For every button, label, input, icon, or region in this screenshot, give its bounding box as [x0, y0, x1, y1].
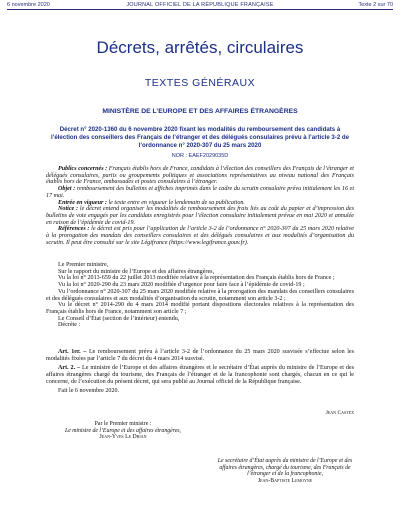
notice-publics-label: Publics concernés :: [58, 166, 108, 172]
notice-references-text: le décret est pris pour l’application de l’article 3-2 de l’ordonnance n° 2020-307 du 25 mars 2020 relative à la prorogation des mandats des conseillers consulaires et des délégués consulaires et aux modalités d’organisation du scrutin. Il peut être consulté sur le site Légifrance (https://www.legifrance.gouv.fr).: [46, 226, 354, 246]
ministry-heading: MINISTÈRE DE L’EUROPE ET DES AFFAIRES ÉTRANGÈRES: [102, 108, 298, 115]
notice-notice: [46, 206, 354, 226]
header-rule: [7, 9, 393, 10]
article-1-label: Art. 1er. –: [58, 349, 87, 355]
secretary-name: Jean-Baptiste Lemoyne: [257, 477, 313, 484]
notice-entree-label: Entrée en vigueur :: [58, 199, 107, 206]
header-journal-title: JOURNAL OFFICIEL DE LA RÉPUBLIQUE FRANÇAISE: [126, 2, 274, 8]
notice-notice-text: le décret entend organiser les modalités de remboursement des frais liés au coût du papier et d’impression des bulletins de vote engagés par les candidats enregistrés pour l’élection consulaire initialement prévue en mai 2020 et annulée en raison de l’épidémie de covid-19.: [46, 206, 354, 226]
minister-title: Le ministre de l’Europe et des affaires étrangères,: [64, 427, 182, 434]
article-2: [46, 365, 354, 385]
decrete-line: Décrète :: [58, 322, 81, 329]
articles-block: [46, 349, 354, 394]
notice-objet-label: Objet :: [58, 186, 76, 193]
nor-reference: NOR : EAEF2029035D: [171, 153, 229, 159]
header-page-number: Texte 2 sur 70: [358, 2, 393, 8]
page-header: [0, 0, 400, 11]
subsection-title: TEXTES GÉNÉRAUX: [144, 77, 256, 89]
fait-line: Fait le 6 novembre 2020.: [58, 387, 120, 394]
minister-signature-block: [58, 421, 188, 441]
notice-entree-text: le texte entre en vigueur le lendemain de sa publication.: [108, 199, 245, 206]
visa-line: Vu la loi n° 2013-659 du 22 juillet 2013 modifiée relative à la représentation des Français établis hors de France ;: [58, 275, 335, 282]
article-2-label: Art. 2. –: [58, 365, 81, 372]
notice-objet-text: remboursement des bulletins et affiches imprimés dans le cadre du scrutin consulaire prévu initialement les 16 et 17 mai.: [46, 186, 355, 199]
header-date: 6 novembre 2020: [7, 2, 50, 8]
minister-name: Jean-Yves Le Drian: [99, 434, 147, 441]
article-1: [46, 349, 354, 362]
notice-references-label: Références :: [58, 226, 90, 233]
secretary-signature-block: [210, 458, 360, 484]
notice-block: [46, 166, 354, 246]
visa-line: Sur le rapport du ministre de l’Europe et des affaires étrangères,: [58, 268, 215, 275]
visas-block: [46, 262, 354, 329]
visa-line: Vu le décret n° 2014-290 du 4 mars 2014 modifié portant dispositions électorales relatives à la représentation des Français établis hors de France, notamment son article 7 ;: [46, 302, 354, 315]
section-title: Décrets, arrêtés, circulaires: [96, 38, 304, 57]
decree-title: Décret n° 2020-1360 du 6 novembre 2020 fixant les modalités du remboursement des candidats à l’élection des conseillers des Français de l’étranger et des délégués consulaires prévu à l’article 3-2 de l’ordonnance n° 2020-307 du 25 mars 2020: [50, 126, 350, 149]
visa-line: Le Premier ministre,: [58, 262, 109, 268]
visa-line: Vu la loi n° 2020-290 du 23 mars 2020 modifiée d’urgence pour faire face à l’épidémie de covid-19 ;: [58, 282, 305, 289]
visa-line: Le Conseil d’État (section de l’intérieur) entendu,: [58, 315, 180, 322]
notice-objet: [46, 186, 354, 199]
par-le-pm: Par le Premier ministre :: [94, 421, 152, 427]
notice-publics-text: Français établis hors de France, candidats à l’élection des conseillers des Français de l’étranger et délégués consulaires, partis ou groupements politiques et associations représentatives au niveau national des Français établis hors de France, ambassades et postes consulaires à l’étranger.: [46, 166, 354, 186]
article-2-text: Le ministre de l’Europe et des affaires étrangères et le secrétaire d’État auprès du ministre de l’Europe et des affaires étrangères chargé du tourisme, des Français de l’étranger et de la francophonie sont chargés, chacun en ce qui le concerne, de l’exécution du présent décret, qui sera publié au Journal officiel de la République française.: [46, 365, 354, 385]
notice-publics: [46, 166, 354, 186]
pm-signature: Jean Castex: [325, 410, 354, 416]
secretary-title: Le secrétaire d’État auprès du ministre de l’Europe et des affaires étrangères, chargé du tourisme, des Français de l’étranger et de la francophonie,: [217, 458, 353, 478]
article-1-text: Le remboursement prévu à l’article 3-2 de l’ordonnance du 25 mars 2020 susvisée s’effectue selon les modalités fixées par l’article 7 du décret du 4 mars 2014 susvisé.: [46, 349, 354, 362]
notice-notice-label: Notice :: [58, 206, 79, 213]
notice-references: [46, 226, 354, 246]
visa-line: Vu l’ordonnance n° 2020-307 du 25 mars 2020 modifiée relative à la prorogation des mandats des conseillers consulaires et des délégués consulaires et aux modalités d’organisation du scrutin, notamment son article 3-2 ;: [46, 288, 354, 302]
